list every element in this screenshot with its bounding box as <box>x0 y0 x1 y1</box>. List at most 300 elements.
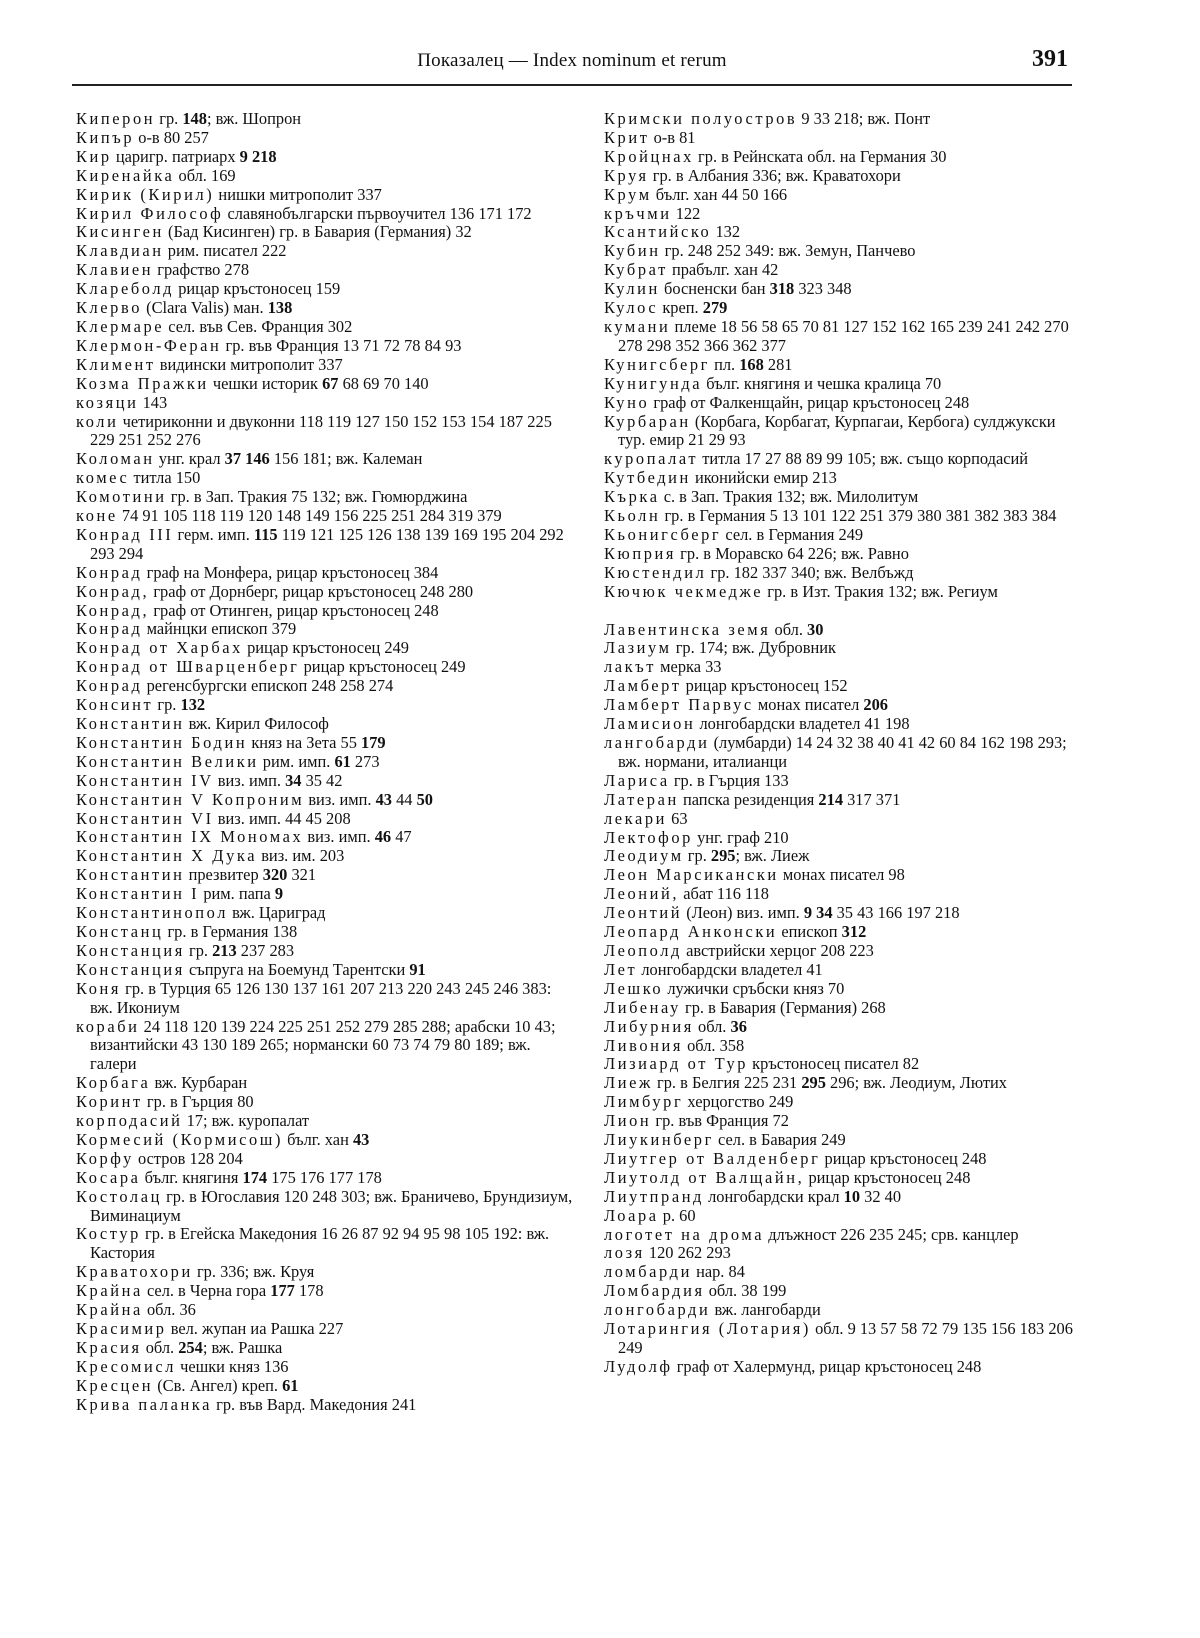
entry-text: гр. <box>188 940 213 960</box>
index-entry <box>76 280 574 299</box>
entry-text: виз. им. 203 <box>261 846 345 866</box>
entry-text: иконийски емир 213 <box>695 468 837 488</box>
entry-text: герм. имп. <box>177 524 254 544</box>
entry-text: вж. Курбаран <box>154 1073 248 1093</box>
entry-text-rest: 281 <box>763 354 793 374</box>
entry-text: (Св. Ангел) креп. <box>157 1375 283 1395</box>
headword: Козма Пражки <box>76 373 209 393</box>
index-entry <box>76 658 574 677</box>
entry-text: гр. в Германия 5 13 101 122 251 379 380 381 382 383 384 <box>664 506 1057 526</box>
entry-text: граф от Халермунд, рицар кръстоносец 248 <box>676 1356 982 1376</box>
index-entry <box>604 1093 1080 1112</box>
entry-text: рицар кръстоносец 248 <box>808 1167 971 1187</box>
index-entry <box>76 1131 574 1150</box>
index-entry <box>76 1225 574 1263</box>
entry-text: австрийски херцог 208 223 <box>686 940 874 960</box>
index-entry <box>604 1263 1080 1282</box>
headword: Консинт <box>76 695 154 715</box>
index-entry <box>604 583 1080 602</box>
headword: Константин <box>76 714 185 733</box>
index-entry <box>604 469 1080 488</box>
entry-text: унг. граф 210 <box>697 827 789 847</box>
index-entry <box>76 772 574 791</box>
entry-page-bold: 34 <box>285 770 302 790</box>
headword: Ломбардия <box>604 1281 705 1301</box>
index-entry <box>604 148 1080 167</box>
entry-text: чешки княз 136 <box>180 1356 289 1376</box>
index-entry <box>76 261 574 280</box>
index-entry <box>604 715 1080 734</box>
index-entry <box>604 1055 1080 1074</box>
entry-text: 120 262 293 <box>648 1243 731 1263</box>
headword: Кючюк чекмедже <box>604 581 764 601</box>
entry-text: майнцки епископ 379 <box>146 619 297 639</box>
headword: Корбага <box>76 1073 151 1093</box>
headword: Крива паланка <box>76 1394 213 1414</box>
headword: Константин <box>76 865 185 885</box>
index-entry <box>76 318 574 337</box>
entry-text-rest: ; вж. Лиеж <box>735 846 810 866</box>
entry-page-bold: 168 <box>739 354 764 374</box>
entry-page-bold: 9 <box>274 884 284 904</box>
index-entry <box>604 942 1080 961</box>
headword: Кюприя <box>604 543 677 563</box>
headword: Клерво <box>76 298 143 318</box>
headword: Константин V Копроним <box>76 789 305 809</box>
entry-text: рицар кръстоносец 159 <box>178 279 341 299</box>
entry-page-bold: 214 <box>818 789 844 809</box>
headword: Крит <box>604 127 650 147</box>
headword: Либенау <box>604 997 681 1017</box>
index-entry <box>76 110 574 129</box>
index-entry <box>604 526 1080 545</box>
index-entry <box>76 885 574 904</box>
index-entry <box>604 394 1080 413</box>
headword: Константин Бодин <box>76 732 248 752</box>
entry-text: креп. <box>662 298 703 318</box>
entry-text: рим. папа <box>203 884 275 904</box>
headword: Лудолф <box>604 1356 673 1376</box>
headword: Лиутгер от Валденберг <box>604 1148 821 1168</box>
index-entry <box>604 1207 1080 1226</box>
index-entry <box>76 1339 574 1358</box>
index-entry <box>76 507 574 526</box>
entry-page-bold: 30 <box>807 619 824 639</box>
headword: Кубин <box>604 241 661 261</box>
entry-page-bold: 43 <box>352 1129 370 1149</box>
entry-page-bold: 138 <box>267 298 293 318</box>
entry-text-rest: 273 <box>350 751 380 771</box>
entry-page-bold: 61 <box>282 1375 299 1395</box>
headword: Кьонигсберг <box>604 524 722 544</box>
entry-text: четириконни и двуконни 118 119 127 150 152 153 154 187 225 229 251 252 276 <box>90 411 552 450</box>
index-entry <box>604 205 1080 224</box>
index-entry <box>76 980 574 1018</box>
index-entry <box>76 1112 574 1131</box>
entry-text: 63 <box>671 808 688 828</box>
entry-text: сел. в Черна гора <box>146 1281 271 1301</box>
index-entry <box>604 829 1080 848</box>
headword: кръчми <box>604 203 672 223</box>
headword: Клермон-Феран <box>76 335 222 355</box>
entry-text: обл. <box>698 1016 731 1036</box>
entry-text: монах писател 98 <box>782 865 905 885</box>
entry-page-bold: 132 <box>180 695 206 715</box>
headword: Лотарингия (Лотария) <box>604 1319 811 1339</box>
entry-page-bold: 279 <box>702 298 728 318</box>
index-entry <box>604 488 1080 507</box>
headword: Константин X Дука <box>76 846 258 866</box>
entry-page-bold: 320 <box>262 865 288 885</box>
index-entry <box>76 242 574 261</box>
entry-text: титла 17 27 88 89 99 105; вж. също корподасий <box>702 449 1029 469</box>
entry-text: с. в Зап. Тракия 132; вж. Милолитум <box>663 487 919 507</box>
entry-text: лужички сръбски княз 70 <box>667 978 845 998</box>
headword: Конрад III <box>76 524 174 544</box>
headword: Конрад <box>76 676 143 696</box>
index-entry <box>76 1188 574 1226</box>
entry-text: виз. имп. <box>217 770 286 790</box>
entry-text: гр. в Бавария (Германия) 268 <box>685 997 886 1017</box>
index-entry <box>76 715 574 734</box>
headword: Косара <box>76 1167 141 1187</box>
index-entry <box>76 1169 574 1188</box>
entry-text: (лумбарди) 14 24 32 38 40 41 42 60 84 162 198 293; вж. нормани, италианци <box>618 733 1067 771</box>
entry-text: нар. 84 <box>696 1262 745 1282</box>
entry-text: бълг. княгиня <box>144 1167 243 1187</box>
entry-text: р. 60 <box>662 1205 696 1225</box>
index-entry <box>76 488 574 507</box>
index-entry <box>76 810 574 829</box>
index-entry <box>76 847 574 866</box>
headword: Кресомисл <box>76 1356 176 1376</box>
headword: Ксантийско <box>604 222 712 242</box>
entry-text: гр. в Моравско 64 226; вж. Равно <box>680 543 909 563</box>
index-entry <box>76 1396 574 1415</box>
entry-text: гр. във Вард. Македония 241 <box>216 1394 417 1414</box>
entry-page-bold: 36 <box>730 1016 747 1036</box>
index-entry <box>76 148 574 167</box>
index-entry <box>604 564 1080 583</box>
index-entry <box>604 1037 1080 1056</box>
entry-text: (Леон) виз. имп. <box>686 903 804 923</box>
entry-text: вж. Цариград <box>232 903 326 923</box>
entry-text: рим. писател 222 <box>167 241 287 261</box>
headword: Лешко <box>604 978 664 998</box>
entry-page-bold: 295 <box>801 1073 826 1093</box>
entry-text: 24 118 120 139 224 225 251 252 279 285 288; арабски 10 43; византийски 43 130 189 265; нормански 60 73 74 79 80 189; вж. галери <box>90 1016 556 1074</box>
entry-page-bold: 115 <box>253 524 278 544</box>
headword: лангобарди <box>604 733 710 752</box>
index-entry <box>604 1226 1080 1245</box>
index-entry <box>76 129 574 148</box>
entry-page-bold: 295 <box>710 846 736 866</box>
entry-text: бълг. хан <box>287 1129 353 1149</box>
entry-text: бълг. хан 44 50 166 <box>655 184 788 204</box>
entry-text: о-в 81 <box>653 127 696 147</box>
index-entry <box>604 639 1080 658</box>
index-entry <box>604 318 1080 356</box>
headword: Климент <box>76 354 156 374</box>
index-entry <box>604 999 1080 1018</box>
headword: Киперон <box>76 109 156 128</box>
headword: Константин I <box>76 884 200 904</box>
index-entry <box>604 961 1080 980</box>
entry-text: гр. във Франция 13 71 72 78 84 93 <box>225 335 462 355</box>
entry-text-rest: 317 371 <box>843 789 901 809</box>
headword: Кипър <box>76 127 135 147</box>
index-entry <box>76 904 574 923</box>
headword: Ламберт <box>604 676 682 696</box>
entry-text: гр. 174; вж. Дубровник <box>675 638 836 658</box>
section-gap <box>604 602 1080 621</box>
entry-text: граф от Фалкенщайн, рицар кръстоносец 248 <box>653 392 970 412</box>
entry-text: обл. 169 <box>178 165 236 185</box>
entry-text: сел. в Германия 249 <box>725 524 864 544</box>
index-entry <box>604 280 1080 299</box>
index-entry <box>76 337 574 356</box>
headword: Красия <box>76 1337 142 1357</box>
index-entry <box>604 980 1080 999</box>
index-entry <box>604 299 1080 318</box>
index-entry <box>76 299 574 318</box>
entry-text: (Бад Кисинген) гр. в Бавария (Германия) 32 <box>167 222 472 242</box>
index-entry <box>604 242 1080 261</box>
index-entry <box>76 1282 574 1301</box>
index-entry <box>76 696 574 715</box>
entry-page-bold: 148 <box>182 109 207 128</box>
headword: Крайна <box>76 1281 143 1301</box>
entry-text: племе 18 56 58 65 70 81 127 152 162 165 239 241 242 270 278 298 352 366 362 377 <box>618 316 1069 355</box>
index-entry <box>604 261 1080 280</box>
entry-text: виз. имп. 44 45 208 <box>217 808 351 828</box>
headword: Кутбедин <box>604 468 691 488</box>
entry-text: рицар кръстоносец 249 <box>247 638 410 658</box>
entry-text: монах писател <box>757 695 864 715</box>
entry-text-rest: 156 181; вж. Калеман <box>269 449 423 469</box>
headword: Кримски полуостров <box>604 109 798 128</box>
entry-text: съпруга на Боемунд Тарентски <box>188 959 410 979</box>
index-entry <box>76 1301 574 1320</box>
entry-text-rest: 175 176 177 178 <box>267 1167 382 1187</box>
index-entry <box>604 1018 1080 1037</box>
entry-text: гр. в Гърция 80 <box>146 1092 254 1112</box>
headword: Кунигсберг <box>604 354 710 374</box>
index-entry <box>604 1131 1080 1150</box>
index-entry <box>604 375 1080 394</box>
headword: Крайна <box>76 1300 143 1320</box>
index-entry <box>76 1358 574 1377</box>
headword: Коринт <box>76 1092 143 1112</box>
entry-text: гр. в Турция 65 126 130 137 161 207 213 220 243 245 246 383: вж. Икониум <box>90 978 552 1017</box>
entry-page-bold: 43 <box>375 789 392 809</box>
entry-text: виз. имп. <box>307 827 375 847</box>
index-entry <box>604 186 1080 205</box>
entry-text: 122 <box>675 203 701 223</box>
headword: логотет на дрома <box>604 1224 765 1244</box>
entry-text-rest: 44 <box>392 789 417 809</box>
headword: Кирил Философ <box>76 203 224 223</box>
headword: Леодиум <box>604 846 684 866</box>
headword: Кисинген <box>76 222 164 242</box>
entry-text: гр. <box>687 846 711 866</box>
index-entry <box>76 1263 574 1282</box>
headword: комес <box>76 468 130 488</box>
index-entry <box>604 1169 1080 1188</box>
entry-text: рицар кръстоносец 249 <box>303 657 466 677</box>
headword: Ламисион <box>604 714 696 734</box>
entry-text: гр. <box>159 109 183 128</box>
index-entry <box>604 1074 1080 1093</box>
headword: лакът <box>604 657 657 677</box>
entry-text: 17; вж. куропалат <box>186 1111 310 1131</box>
index-entry <box>76 639 574 658</box>
index-entry <box>604 450 1080 469</box>
index-entry <box>604 129 1080 148</box>
entry-text: гр. 248 252 349: вж. Земун, Панчево <box>664 241 916 261</box>
entry-text-rest: 237 283 <box>236 940 295 960</box>
entry-text: славянобългарски първоучител 136 171 172 <box>227 203 532 223</box>
index-entry <box>604 1244 1080 1263</box>
entry-text: презвитер <box>188 865 263 885</box>
entry-text: (Корбага, Корбагат, Курпагаи, Кербога) сулджукски тур. емир 21 29 93 <box>618 411 1056 450</box>
headword: Константинопол <box>76 903 228 923</box>
page-number: 391 <box>1032 46 1068 72</box>
index-entry <box>604 772 1080 791</box>
index-entry <box>604 356 1080 375</box>
headword: Кир <box>76 146 112 166</box>
index-entry <box>604 110 1080 129</box>
headword: козяци <box>76 392 139 412</box>
headword: корподасий <box>76 1111 183 1131</box>
index-entry <box>604 677 1080 696</box>
entry-text: сел. във Сев. Франция 302 <box>168 316 353 336</box>
entry-text: обл. <box>145 1337 179 1357</box>
entry-text: гр. 182 337 340; вж. Велбъжд <box>710 562 914 582</box>
index-entry <box>604 1150 1080 1169</box>
entry-text-rest: 35 42 <box>301 770 343 790</box>
headword: коне <box>76 506 118 526</box>
entry-text: гр. в Зап. Тракия 75 132; вж. Гюмюрджина <box>170 487 468 507</box>
headword: Конрад, <box>76 600 150 620</box>
index-entry <box>604 621 1080 640</box>
entry-text: граф от Отинген, рицар кръстоносец 248 <box>153 600 439 620</box>
headword: Конрад <box>76 619 143 639</box>
index-entry <box>604 923 1080 942</box>
index-entry <box>604 1320 1080 1358</box>
entry-text: видински митрополит 337 <box>159 354 343 374</box>
index-entry <box>76 602 574 621</box>
index-entry <box>76 564 574 583</box>
headword: Круя <box>604 165 649 185</box>
headword: Константин VI <box>76 808 214 828</box>
headword: лозя <box>604 1243 645 1263</box>
headword: куропалат <box>604 449 699 469</box>
headword: Либурния <box>604 1016 694 1036</box>
headword: Крум <box>604 184 652 204</box>
entry-text: титла 150 <box>133 468 201 488</box>
entry-text: обл. 36 <box>146 1300 196 1320</box>
index-column-left <box>76 110 574 1415</box>
index-entry <box>76 223 574 242</box>
entry-page-bold: 9 218 <box>239 146 277 166</box>
entry-text: 132 <box>715 222 741 242</box>
entry-text-rest: 119 121 125 126 138 139 169 195 204 292 293 294 <box>90 524 564 563</box>
index-entry <box>76 450 574 469</box>
index-entry <box>604 847 1080 866</box>
page-header <box>72 44 1072 86</box>
index-entry <box>76 526 574 564</box>
headword: Лоара <box>604 1205 659 1225</box>
headword: Конрад от Шварценберг <box>76 657 300 677</box>
entry-text: 143 <box>142 392 168 412</box>
entry-text: обл. <box>774 619 808 639</box>
entry-text: мерка 33 <box>660 657 722 677</box>
index-entry <box>604 885 1080 904</box>
entry-text-rest: 68 69 70 140 <box>338 373 429 393</box>
index-entry <box>76 677 574 696</box>
entry-text: вж. Кирил Философ <box>188 714 329 733</box>
headword: Лазиум <box>604 638 672 658</box>
entry-page-bold: 9 34 <box>803 903 833 923</box>
entry-text: бълг. княгиня и чешка кралица 70 <box>706 373 942 393</box>
headword: Леополд <box>604 940 682 960</box>
entry-text: гр. в Югославия 120 248 303; вж. Браничево, Брундизиум, Виминациум <box>90 1186 573 1225</box>
index-entry <box>76 394 574 413</box>
entry-text: гр. в Германия 138 <box>167 921 298 941</box>
headword: Клермаре <box>76 316 165 336</box>
entry-text: абат 116 118 <box>683 884 769 904</box>
index-entry <box>604 167 1080 186</box>
index-entry <box>76 205 574 224</box>
index-entry <box>76 923 574 942</box>
headword: Клавиен <box>76 260 154 280</box>
headword: Комотини <box>76 487 167 507</box>
entry-text-rest: 296; вж. Леодиум, Лютих <box>825 1073 1007 1093</box>
index-entry <box>604 1188 1080 1207</box>
headword: Лизиард от Тур <box>604 1054 749 1074</box>
entry-text-rest: 178 <box>294 1281 324 1301</box>
entry-text: лонгобардски крал <box>708 1186 844 1206</box>
headword: Лиукинберг <box>604 1130 714 1150</box>
entry-text: вел. жупан иа Рашка 227 <box>170 1319 344 1338</box>
entry-text: обл. 38 199 <box>708 1281 787 1301</box>
entry-text: княз на Зета 55 <box>251 732 362 752</box>
headword: Костур <box>76 1224 141 1244</box>
entry-text: обл. 358 <box>687 1035 745 1055</box>
index-entry <box>76 753 574 772</box>
index-entry <box>604 1358 1080 1377</box>
index-entry <box>604 1301 1080 1320</box>
headword: Кърка <box>604 487 660 507</box>
headword: Ливония <box>604 1035 683 1055</box>
index-entry <box>76 167 574 186</box>
headword: Леон Марсикански <box>604 865 779 885</box>
index-entry <box>604 696 1080 715</box>
entry-text: унг. крал <box>158 449 225 469</box>
entry-text: граф на Монфера, рицар кръстоносец 384 <box>146 562 439 582</box>
headword: Леонтий <box>604 903 683 923</box>
headword: Лимбург <box>604 1092 684 1112</box>
headword: Лавентинска земя <box>604 619 771 639</box>
headword: Константин IV <box>76 770 214 790</box>
headword: Лиеж <box>604 1073 653 1093</box>
index-entry <box>604 223 1080 242</box>
entry-page-bold: 50 <box>416 789 433 809</box>
headword: кумани <box>604 316 671 336</box>
entry-text: 9 33 218; вж. Понт <box>801 109 931 128</box>
index-entry <box>76 1093 574 1112</box>
